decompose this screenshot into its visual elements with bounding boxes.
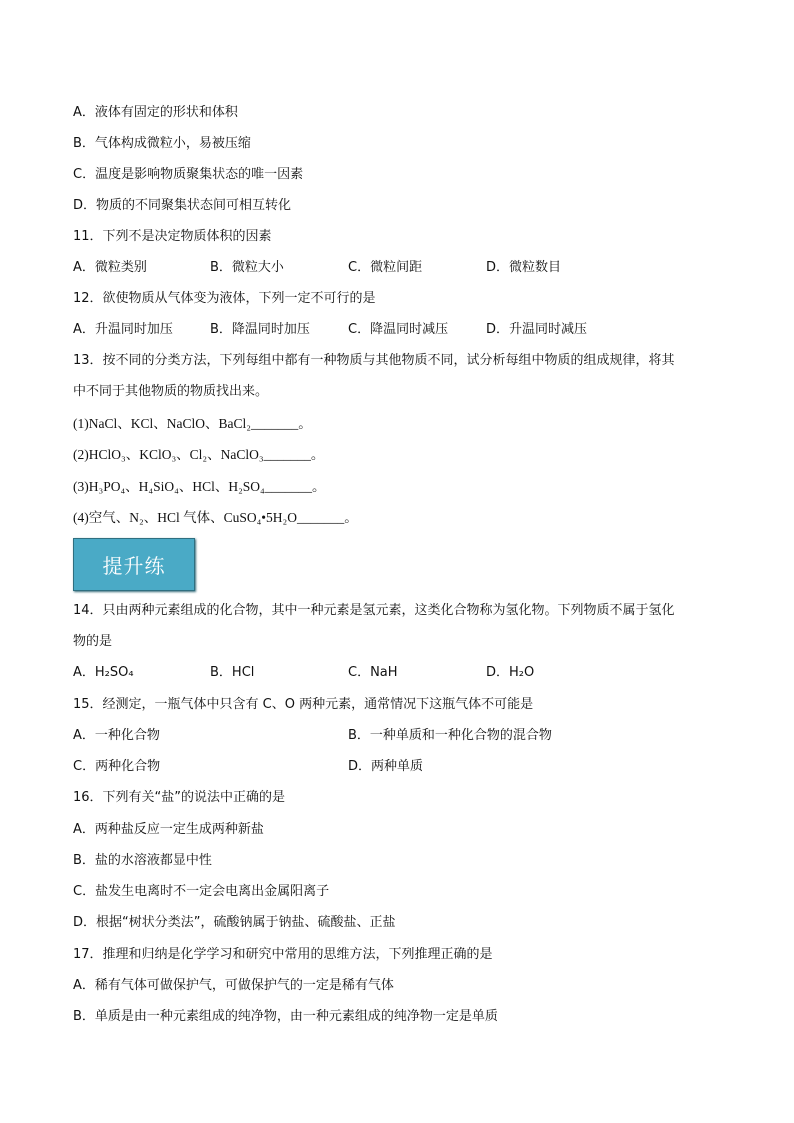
q11-option-a: A．微粒类别 xyxy=(73,260,147,275)
q14-option-d: D．H₂O xyxy=(486,665,535,680)
q15-option-a: A．一种化合物 xyxy=(73,728,160,743)
q10-option-c: C．温度是影响物质聚集状态的唯一因素 xyxy=(73,167,304,182)
q14-option-c: C．NaH xyxy=(348,665,398,680)
q15-option-c: C．两种化合物 xyxy=(73,759,161,774)
q11-option-d: D．微粒数目 xyxy=(486,260,562,275)
q11-option-b: B．微粒大小 xyxy=(210,260,284,275)
q11-stem: 11．下列不是决定物质体积的因素 xyxy=(73,229,272,244)
q17-option-a: A．稀有气体可做保护气，可做保护气的一定是稀有气体 xyxy=(73,978,394,993)
section-banner: 提升练 xyxy=(73,538,195,591)
q16-option-b: B．盐的水溶液都显中性 xyxy=(73,853,212,868)
q12-option-d: D．升温同时减压 xyxy=(486,322,588,337)
q11-option-c: C．微粒间距 xyxy=(348,260,423,275)
q13-part-4: (4)空气、N₂、HCl 气体、CuSO₄•5H₂O_______。 xyxy=(73,510,358,525)
q13-part-2: (2)HClO₃、KClO₃、Cl₂、NaClO₃_______。 xyxy=(73,447,325,462)
q15-stem: 15．经测定，一瓶气体中只含有 C、O 两种元素，通常情况下这瓶气体不可能是 xyxy=(73,697,534,712)
q16-option-d: D．根据“树状分类法”，硫酸钠属于钠盐、硫酸盐、正盐 xyxy=(73,915,396,930)
q13-part-3: (3)H₃PO₄、H₄SiO₄、HCl、H₂SO₄_______。 xyxy=(73,479,326,494)
q12-stem: 12．欲使物质从气体变为液体，下列一定不可行的是 xyxy=(73,291,376,306)
q17-option-b: B．单质是由一种元素组成的纯净物，由一种元素组成的纯净物一定是单质 xyxy=(73,1009,498,1024)
q14-stem-line1: 14．只由两种元素组成的化合物，其中一种元素是氢元素，这类化合物称为氢化物。下列物质不属于氢化 xyxy=(73,603,675,618)
q14-option-a: A．H₂SO₄ xyxy=(73,665,134,680)
q10-option-b: B．气体构成微粒小，易被压缩 xyxy=(73,136,251,151)
q10-option-d: D．物质的不同聚集状态间可相互转化 xyxy=(73,198,292,213)
q14-option-b: B．HCl xyxy=(210,665,255,680)
q15-option-b: B．一种单质和一种化合物的混合物 xyxy=(348,728,552,743)
q12-option-a: A．升温同时加压 xyxy=(73,322,173,337)
q13-stem-line1: 13．按不同的分类方法，下列每组中都有一种物质与其他物质不同，试分析每组中物质的组成规律，将其 xyxy=(73,353,675,368)
q12-option-c: C．降温同时减压 xyxy=(348,322,449,337)
q13-part-1: (1)NaCl、KCl、NaClO、BaCl₂_______。 xyxy=(73,416,312,431)
q10-option-a: A．液体有固定的形状和体积 xyxy=(73,105,238,120)
q12-option-b: B．降温同时加压 xyxy=(210,322,310,337)
q16-option-a: A．两种盐反应一定生成两种新盐 xyxy=(73,822,264,837)
q16-stem: 16．下列有关“盐”的说法中正确的是 xyxy=(73,790,286,805)
q16-option-c: C．盐发生电离时不一定会电离出金属阳离子 xyxy=(73,884,330,899)
q13-stem-line2: 中不同于其他物质的物质找出来。 xyxy=(73,384,269,399)
q14-stem-line2: 物的是 xyxy=(73,634,113,649)
q17-stem: 17．推理和归纳是化学学习和研究中常用的思维方法，下列推理正确的是 xyxy=(73,947,493,962)
q15-option-d: D．两种单质 xyxy=(348,759,424,774)
